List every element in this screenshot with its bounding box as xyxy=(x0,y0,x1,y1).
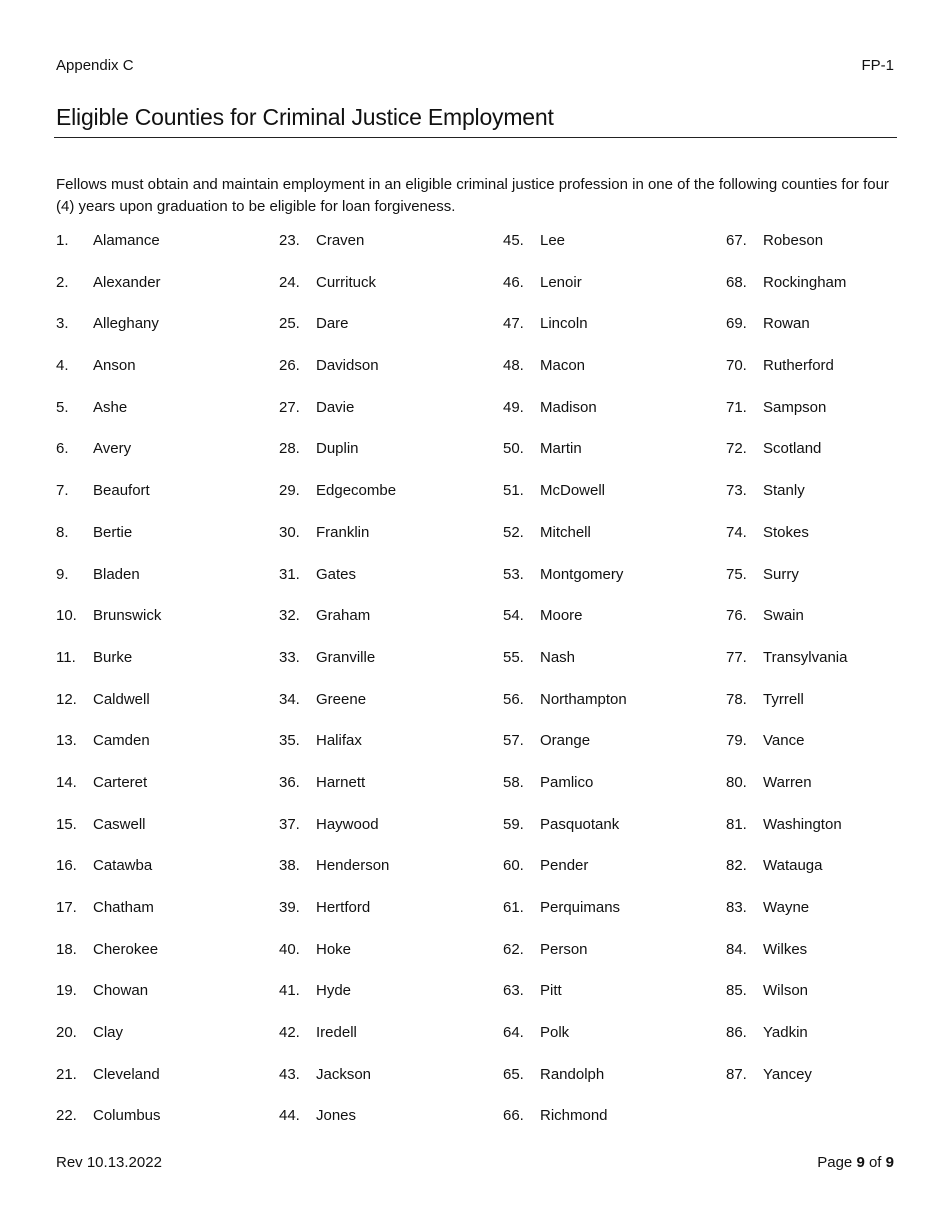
county-name: Davidson xyxy=(316,357,379,375)
county-name: Clay xyxy=(93,1024,124,1042)
footer-revision: Rev 10.13.2022 xyxy=(56,1154,162,1171)
county-name: Granville xyxy=(316,648,376,666)
county-item xyxy=(726,1023,949,1065)
county-name: Currituck xyxy=(316,273,377,291)
county-name: Cleveland xyxy=(93,1065,160,1083)
county-number: 66. xyxy=(503,1107,524,1125)
county-item xyxy=(503,1106,726,1148)
county-number: 77. xyxy=(726,648,747,666)
county-number: 67. xyxy=(726,232,747,249)
county-name: Randolph xyxy=(540,1065,605,1083)
county-item xyxy=(279,606,502,648)
county-name: Alexander xyxy=(93,273,161,291)
county-name: Stanly xyxy=(763,482,805,500)
county-name: Ashe xyxy=(93,398,128,416)
county-name: Swain xyxy=(763,607,804,625)
county-name: Caldwell xyxy=(93,690,150,708)
county-list xyxy=(56,231,896,1151)
county-name: Chowan xyxy=(93,982,149,1000)
county-name: Hertford xyxy=(316,899,371,916)
county-name: Bladen xyxy=(93,565,140,583)
county-item xyxy=(279,356,502,398)
county-number: 75. xyxy=(726,565,747,583)
county-item xyxy=(726,356,949,398)
county-number: 42. xyxy=(279,1024,300,1042)
county-item xyxy=(503,1065,726,1107)
county-number: 4. xyxy=(56,357,69,375)
county-number: 69. xyxy=(726,315,747,333)
title-divider xyxy=(54,137,897,138)
county-item xyxy=(56,981,279,1023)
county-item xyxy=(726,481,949,523)
county-name: Craven xyxy=(316,232,365,249)
county-column-1 xyxy=(56,231,279,1148)
county-name: Cherokee xyxy=(93,940,159,958)
county-number: 85. xyxy=(726,982,747,1000)
county-name: Surry xyxy=(763,565,799,583)
county-number: 78. xyxy=(726,690,747,708)
county-name: Gates xyxy=(316,565,357,583)
county-item xyxy=(56,690,279,732)
county-name: Henderson xyxy=(316,857,390,875)
county-name: Richmond xyxy=(540,1107,608,1125)
county-number: 51. xyxy=(503,482,524,500)
county-name: Rowan xyxy=(763,315,810,333)
county-name: Montgomery xyxy=(540,565,624,583)
county-item xyxy=(56,648,279,690)
county-number: 20. xyxy=(56,1024,77,1042)
county-number: 33. xyxy=(279,648,300,666)
county-item xyxy=(503,856,726,898)
county-name: Camden xyxy=(93,732,150,750)
county-name: Alamance xyxy=(93,232,160,249)
county-number: 38. xyxy=(279,857,300,875)
county-number: 71. xyxy=(726,398,747,416)
county-name: Halifax xyxy=(316,732,362,750)
county-number: 45. xyxy=(503,232,524,249)
county-item xyxy=(56,314,279,356)
county-number: 43. xyxy=(279,1065,300,1083)
county-name: Robeson xyxy=(763,232,824,249)
county-item xyxy=(279,648,502,690)
county-number: 10. xyxy=(56,607,77,625)
county-name: Burke xyxy=(93,648,133,666)
county-item xyxy=(56,731,279,773)
county-name: Caswell xyxy=(93,815,146,833)
county-number: 44. xyxy=(279,1107,300,1125)
county-number: 47. xyxy=(503,315,524,333)
county-item xyxy=(279,690,502,732)
county-name: Catawba xyxy=(93,857,153,875)
county-name: Duplin xyxy=(316,440,359,458)
county-name: Yadkin xyxy=(763,1024,808,1042)
county-item xyxy=(56,1023,279,1065)
county-number: 70. xyxy=(726,357,747,375)
county-item xyxy=(726,273,949,315)
county-number: 13. xyxy=(56,732,77,750)
county-item xyxy=(279,398,502,440)
county-number: 26. xyxy=(279,357,300,375)
county-item xyxy=(56,773,279,815)
footer-page-number xyxy=(817,1154,894,1171)
county-number: 59. xyxy=(503,815,524,833)
county-item xyxy=(279,1065,502,1107)
county-name: Orange xyxy=(540,732,591,750)
county-number: 14. xyxy=(56,773,77,791)
county-number: 36. xyxy=(279,773,300,791)
county-number: 16. xyxy=(56,857,77,875)
county-number: 30. xyxy=(279,523,300,541)
page-of: of xyxy=(868,1154,882,1171)
county-item xyxy=(279,565,502,607)
county-number: 17. xyxy=(56,899,77,916)
county-name: Transylvania xyxy=(763,648,848,666)
county-item xyxy=(726,231,949,273)
county-number: 40. xyxy=(279,940,300,958)
county-number: 74. xyxy=(726,523,747,541)
county-number: 81. xyxy=(726,815,747,833)
county-name: Scotland xyxy=(763,440,822,458)
county-number: 32. xyxy=(279,607,300,625)
county-item xyxy=(56,606,279,648)
county-item xyxy=(503,1023,726,1065)
county-name: Graham xyxy=(316,607,371,625)
county-name: Haywood xyxy=(316,815,379,833)
county-item xyxy=(503,981,726,1023)
county-number: 76. xyxy=(726,607,747,625)
county-name: Martin xyxy=(540,440,582,458)
county-number: 50. xyxy=(503,440,524,458)
county-number: 79. xyxy=(726,732,747,750)
county-name: Polk xyxy=(540,1024,570,1042)
county-name: Hyde xyxy=(316,982,352,1000)
county-name: McDowell xyxy=(540,482,606,500)
county-column-3 xyxy=(503,231,726,1148)
county-number: 52. xyxy=(503,523,524,541)
county-item xyxy=(56,523,279,565)
county-name: Harnett xyxy=(316,773,366,791)
county-number: 64. xyxy=(503,1024,524,1042)
county-number: 65. xyxy=(503,1065,524,1083)
county-name: Wilkes xyxy=(763,940,808,958)
county-item xyxy=(726,398,949,440)
county-number: 54. xyxy=(503,607,524,625)
county-name: Yancey xyxy=(763,1065,812,1083)
county-name: Beaufort xyxy=(93,482,150,500)
county-name: Watauga xyxy=(763,857,823,875)
county-item xyxy=(726,606,949,648)
county-item xyxy=(726,314,949,356)
county-item xyxy=(56,439,279,481)
county-name: Carteret xyxy=(93,773,148,791)
county-number: 31. xyxy=(279,565,300,583)
county-item xyxy=(726,731,949,773)
county-item xyxy=(503,439,726,481)
page-total: 9 xyxy=(885,1154,894,1171)
county-item xyxy=(56,565,279,607)
county-number: 82. xyxy=(726,857,747,875)
county-name: Brunswick xyxy=(93,607,162,625)
county-item xyxy=(56,898,279,940)
county-name: Moore xyxy=(540,607,583,625)
county-number: 12. xyxy=(56,690,77,708)
county-name: Madison xyxy=(540,398,597,416)
county-item xyxy=(56,231,279,273)
county-name: Rockingham xyxy=(763,273,847,291)
county-name: Pamlico xyxy=(540,773,594,791)
county-number: 25. xyxy=(279,315,300,333)
county-name: Washington xyxy=(763,815,842,833)
county-name: Wilson xyxy=(763,982,809,1000)
county-name: Tyrrell xyxy=(763,690,804,708)
county-number: 60. xyxy=(503,857,524,875)
county-name: Greene xyxy=(316,690,367,708)
county-item xyxy=(503,898,726,940)
county-name: Warren xyxy=(763,773,812,791)
county-number: 49. xyxy=(503,398,524,416)
county-item xyxy=(503,606,726,648)
county-item xyxy=(56,1106,279,1148)
county-number: 84. xyxy=(726,940,747,958)
county-number: 3. xyxy=(56,315,69,333)
county-item xyxy=(279,1106,502,1148)
county-name: Chatham xyxy=(93,899,154,916)
county-number: 62. xyxy=(503,940,524,958)
page-title: Eligible Counties for Criminal Justice Employment xyxy=(56,104,554,130)
county-name: Mitchell xyxy=(540,523,591,541)
county-number: 19. xyxy=(56,982,77,1000)
county-item xyxy=(279,940,502,982)
county-number: 86. xyxy=(726,1024,747,1042)
county-column-4 xyxy=(726,231,949,1106)
county-number: 24. xyxy=(279,273,300,291)
county-item xyxy=(726,981,949,1023)
county-name: Pasquotank xyxy=(540,815,620,833)
county-number: 48. xyxy=(503,357,524,375)
county-number: 27. xyxy=(279,398,300,416)
county-number: 73. xyxy=(726,482,747,500)
county-item xyxy=(726,1065,949,1107)
county-item xyxy=(503,648,726,690)
county-name: Wayne xyxy=(763,899,810,916)
county-number: 72. xyxy=(726,440,747,458)
county-number: 68. xyxy=(726,273,747,291)
county-item xyxy=(279,273,502,315)
county-number: 58. xyxy=(503,773,524,791)
page-current: 9 xyxy=(856,1154,865,1171)
county-name: Jackson xyxy=(316,1065,372,1083)
county-number: 23. xyxy=(279,232,300,249)
county-number: 28. xyxy=(279,440,300,458)
county-item xyxy=(56,481,279,523)
county-number: 55. xyxy=(503,648,524,666)
county-name: Bertie xyxy=(93,523,133,541)
county-name: Anson xyxy=(93,357,136,375)
county-item xyxy=(279,731,502,773)
page-prefix: Page xyxy=(817,1154,853,1171)
county-name: Columbus xyxy=(93,1107,161,1125)
county-item xyxy=(56,1065,279,1107)
county-item xyxy=(726,815,949,857)
county-name: Davie xyxy=(316,398,355,416)
county-number: 34. xyxy=(279,690,300,708)
county-item xyxy=(503,773,726,815)
county-item xyxy=(503,565,726,607)
county-name: Jones xyxy=(316,1107,357,1125)
county-number: 87. xyxy=(726,1065,747,1083)
header-form-code: FP-1 xyxy=(861,57,894,74)
county-item xyxy=(726,690,949,732)
county-name: Hoke xyxy=(316,940,352,958)
county-item xyxy=(503,356,726,398)
county-number: 37. xyxy=(279,815,300,833)
county-item xyxy=(503,940,726,982)
county-name: Rutherford xyxy=(763,357,834,375)
county-name: Pitt xyxy=(540,982,562,1000)
county-name: Vance xyxy=(763,732,805,750)
county-item xyxy=(503,690,726,732)
county-item xyxy=(279,981,502,1023)
county-number: 56. xyxy=(503,690,524,708)
county-item xyxy=(503,398,726,440)
county-number: 41. xyxy=(279,982,300,1000)
county-item xyxy=(503,314,726,356)
county-name: Person xyxy=(540,940,588,958)
county-column-2 xyxy=(279,231,502,1148)
county-number: 11. xyxy=(56,648,76,666)
county-number: 83. xyxy=(726,899,747,916)
county-name: Edgecombe xyxy=(316,482,397,500)
county-name: Dare xyxy=(316,315,349,333)
county-item xyxy=(279,815,502,857)
county-number: 35. xyxy=(279,732,300,750)
county-number: 53. xyxy=(503,565,524,583)
county-number: 9. xyxy=(56,565,69,583)
county-name: Perquimans xyxy=(540,899,621,916)
county-number: 29. xyxy=(279,482,300,500)
county-item xyxy=(726,565,949,607)
county-name: Lenoir xyxy=(540,273,582,291)
county-item xyxy=(56,356,279,398)
county-number: 1. xyxy=(56,232,69,249)
county-item xyxy=(726,898,949,940)
county-number: 6. xyxy=(56,440,69,458)
county-number: 5. xyxy=(56,398,69,416)
county-number: 2. xyxy=(56,273,69,291)
county-item xyxy=(503,273,726,315)
county-name: Macon xyxy=(540,357,586,375)
county-item xyxy=(56,940,279,982)
county-item xyxy=(56,273,279,315)
county-item xyxy=(726,856,949,898)
county-number: 61. xyxy=(503,899,524,916)
county-name: Northampton xyxy=(540,690,627,708)
county-item xyxy=(279,481,502,523)
county-number: 57. xyxy=(503,732,524,750)
county-number: 22. xyxy=(56,1107,77,1125)
county-item xyxy=(503,481,726,523)
county-item xyxy=(503,231,726,273)
county-number: 7. xyxy=(56,482,69,500)
county-item xyxy=(279,314,502,356)
county-number: 15. xyxy=(56,815,77,833)
county-name: Stokes xyxy=(763,523,809,541)
county-item xyxy=(279,773,502,815)
county-item xyxy=(726,439,949,481)
county-name: Iredell xyxy=(316,1024,357,1042)
county-number: 39. xyxy=(279,899,300,916)
county-number: 80. xyxy=(726,773,747,791)
county-item xyxy=(279,856,502,898)
county-item xyxy=(56,856,279,898)
county-number: 63. xyxy=(503,982,524,1000)
county-item xyxy=(56,815,279,857)
county-number: 8. xyxy=(56,523,69,541)
county-item xyxy=(279,439,502,481)
county-name: Lincoln xyxy=(540,315,588,333)
county-name: Nash xyxy=(540,648,576,666)
county-number: 21. xyxy=(56,1065,77,1083)
county-item xyxy=(503,731,726,773)
county-item xyxy=(503,523,726,565)
county-item xyxy=(726,773,949,815)
county-name: Pender xyxy=(540,857,589,875)
county-item xyxy=(726,648,949,690)
county-item xyxy=(726,940,949,982)
header-appendix-label: Appendix C xyxy=(56,57,134,74)
county-name: Sampson xyxy=(763,398,827,416)
county-item xyxy=(279,1023,502,1065)
county-item xyxy=(726,523,949,565)
county-name: Alleghany xyxy=(93,315,159,333)
county-item xyxy=(279,523,502,565)
county-name: Avery xyxy=(93,440,132,458)
county-item xyxy=(279,898,502,940)
county-item xyxy=(56,398,279,440)
county-item xyxy=(279,231,502,273)
county-name: Franklin xyxy=(316,523,370,541)
county-name: Lee xyxy=(540,232,566,249)
county-item xyxy=(503,815,726,857)
county-number: 46. xyxy=(503,273,524,291)
intro-paragraph: Fellows must obtain and maintain employment in an eligible criminal justice profession in one of the following counties for four (4) years upon graduation to be eligible for loan forgiveness. xyxy=(56,176,889,215)
county-number: 18. xyxy=(56,940,77,958)
